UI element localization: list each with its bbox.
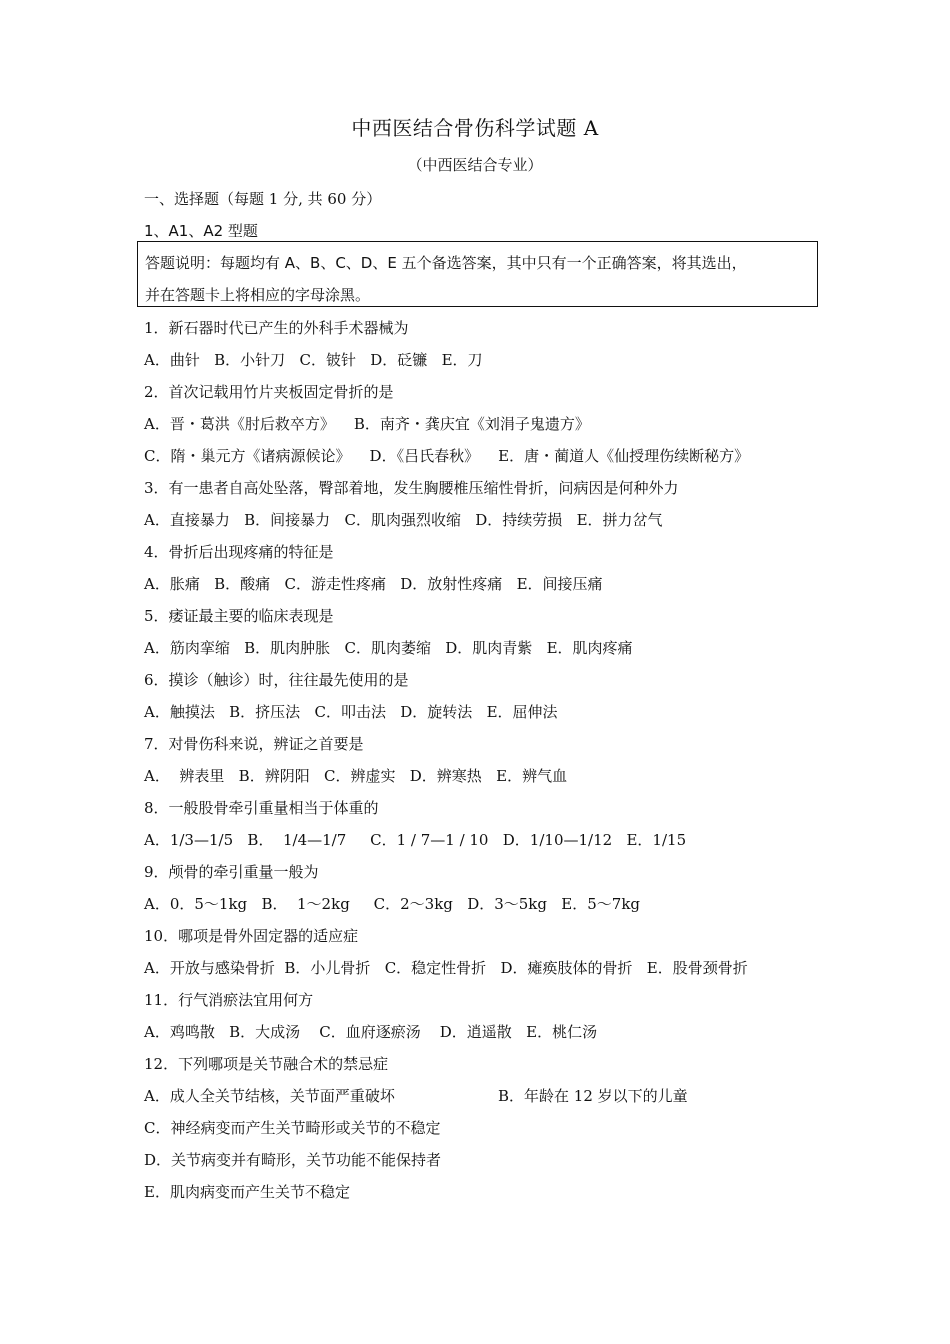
exam-title: 中西医结合骨伤科学试题 A [351, 116, 599, 140]
question-options: A．鸡鸣散 B．大成汤 C．血府逐瘀汤 D．逍遥散 E．桃仁汤 [144, 1023, 598, 1041]
section-heading: 一、选择题（每题 1 分, 共 60 分） [144, 190, 382, 208]
question-options: C．隋・巢元方《诸病源候论》 D．《吕氏春秋》 E．唐・蔺道人《仙授理伤续断秘方》 [144, 447, 750, 465]
question-options: A．晋・葛洪《肘后救卒方》 B．南齐・龚庆宜《刘涓子鬼遗方》 [144, 415, 590, 433]
question-stem: 3．有一患者自高处坠落，臀部着地，发生胸腰椎压缩性骨折，问病因是何种外力 [144, 479, 679, 497]
question-options: A．触摸法 B．挤压法 C．叩击法 D．旋转法 E．屈伸法 [144, 703, 558, 721]
instructions-box [137, 241, 818, 307]
question-stem: 10．哪项是骨外固定器的适应症 [144, 927, 359, 945]
question-options: A．直接暴力 B．间接暴力 C．肌肉强烈收缩 D．持续劳损 E．拼力岔气 [144, 511, 663, 529]
question-options: A． 辨表里 B．辨阴阳 C．辨虚实 D．辨寒热 E．辨气血 [144, 767, 568, 785]
question-options: A．0．5～1kg B． 1～2kg C．2～3kg D．3～5kg E．5～7kg [144, 895, 641, 913]
question-option-d: D．关节病变并有畸形，关节功能不能保持者 [144, 1151, 442, 1169]
subsection-prefix: 1、A1、A2 [144, 222, 224, 240]
question-stem: 7．对骨伤科来说，辨证之首要是 [144, 735, 364, 753]
question-options: A．胀痛 B．酸痛 C．游走性疼痛 D．放射性疼痛 E．间接压痛 [144, 575, 603, 593]
instructions-text: 答题说明：每题均有 [145, 254, 285, 272]
question-options: A．筋肉挛缩 B．肌肉肿胀 C．肌肉萎缩 D．肌肉青紫 E．肌肉疼痛 [144, 639, 633, 657]
question-option-b: B．年龄在 12 岁以下的儿童 [498, 1087, 688, 1105]
subsection-suffix: 型题 [223, 222, 258, 240]
instructions-letters: A、B、C、D、E [284, 254, 397, 272]
question-options: A．曲针 B．小针刀 C．铍针 D．砭镰 E．刀 [144, 351, 483, 369]
question-options: A．1/3—1/5 B． 1/4—1/7 C．1 / 7—1 / 10 D．1/10—1/12 E．1/15 [144, 831, 687, 849]
instructions-line-1 [145, 251, 747, 275]
exam-subtitle: （中西医结合专业） [407, 156, 543, 174]
question-option-a: A．成人全关节结核，关节面严重破坏 [144, 1087, 395, 1105]
question-stem: 4．骨折后出现疼痛的特征是 [144, 543, 334, 561]
question-stem: 8．一般股骨牵引重量相当于体重的 [144, 799, 379, 817]
question-option-c: C．神经病变而产生关节畸形或关节的不稳定 [144, 1119, 441, 1137]
question-stem: 1．新石器时代已产生的外科手术器械为 [144, 319, 409, 337]
question-stem: 9．颅骨的牵引重量一般为 [144, 863, 319, 881]
question-stem: 5．痿证最主要的临床表现是 [144, 607, 334, 625]
question-stem: 6．摸诊（触诊）时，往往最先使用的是 [144, 671, 409, 689]
instructions-text: 五个备选答案，其中只有一个正确答案，将其选出， [396, 254, 747, 272]
subsection-heading [144, 219, 258, 243]
question-stem: 12．下列哪项是关节融合术的禁忌症 [144, 1055, 389, 1073]
question-stem: 11．行气消瘀法宜用何方 [144, 991, 314, 1009]
question-stem: 2．首次记载用竹片夹板固定骨折的是 [144, 383, 394, 401]
question-options: A．开放与感染骨折 B．小儿骨折 C．稳定性骨折 D．瘫痪肢体的骨折 E．股骨颈骨折 [144, 959, 748, 977]
question-option-e: E．肌肉病变而产生关节不稳定 [144, 1183, 350, 1201]
instructions-line-2: 并在答题卡上将相应的字母涂黑。 [145, 286, 371, 304]
